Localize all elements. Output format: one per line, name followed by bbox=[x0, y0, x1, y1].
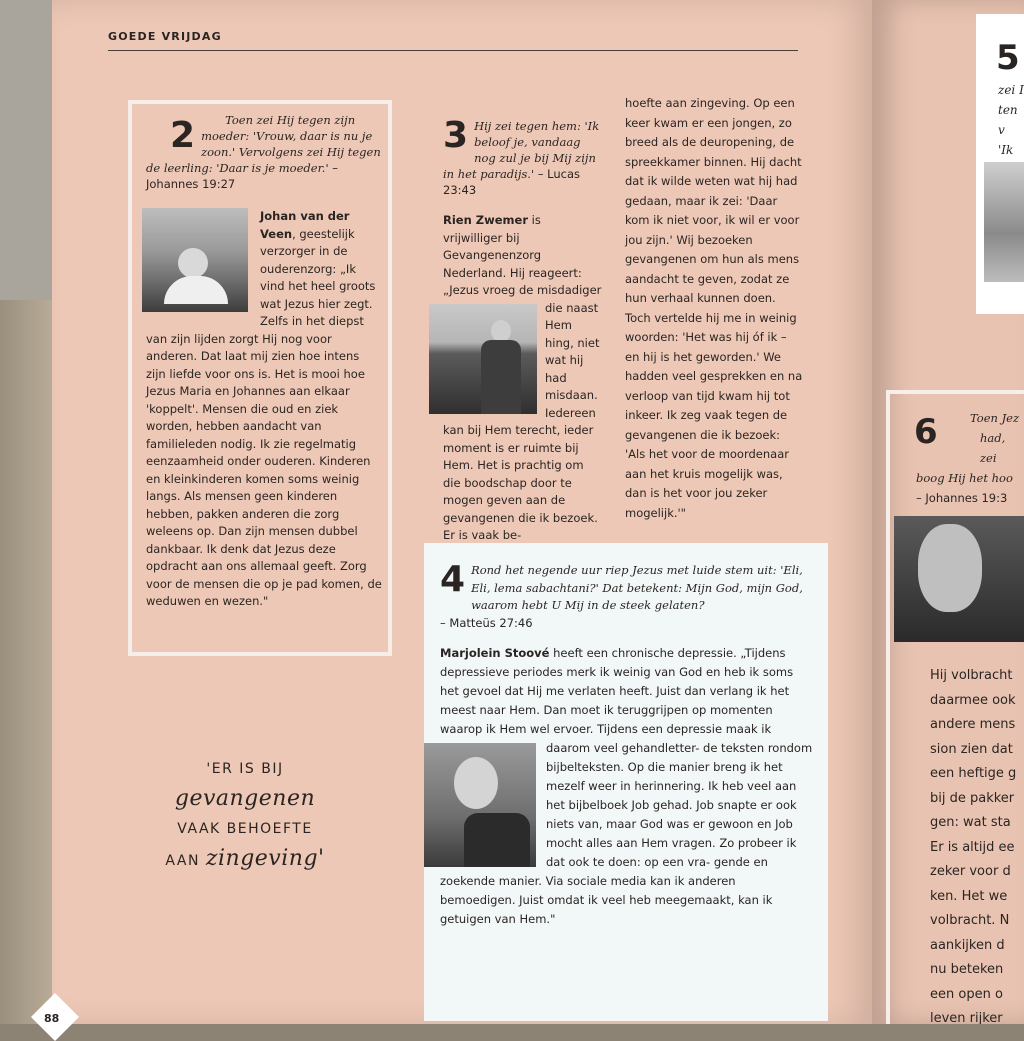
item-6-body-line: een heftige g bbox=[930, 766, 1017, 781]
johan-photo bbox=[142, 208, 248, 312]
item-2-number: 2 bbox=[170, 115, 196, 156]
section-header: GOEDE VRIJDAG bbox=[108, 30, 222, 43]
rien-photo bbox=[429, 304, 537, 414]
item-6-body-line: daarmee ook bbox=[930, 692, 1016, 708]
rien-photo-body bbox=[481, 340, 521, 414]
item-3-intro: is vrijwilliger bij Gevangenenzorg Nederland. Hij reageert: „Jezus vroeg de misdadiger die bbox=[443, 213, 602, 315]
item-5-line-2: ten v bbox=[998, 103, 1018, 137]
marjolein-photo-body bbox=[464, 813, 530, 867]
item-2-quote bbox=[120, 112, 382, 192]
item-6-photo-face bbox=[918, 524, 982, 612]
item-6-line-4: – Johannes 19:3 bbox=[916, 491, 1008, 505]
item-6-line-1: Toen Jez bbox=[970, 411, 1020, 425]
pull-quote-line-3: VAAK BEHOEFTE bbox=[177, 821, 313, 837]
item-2-quote-text: Toen zei Hij tegen zijn moeder: 'Vrouw, daar is nu je zoon.' Vervolgens zei Hij tegen de leerling: 'Daar is je moeder.' bbox=[146, 113, 381, 175]
item-5-photo bbox=[984, 162, 1024, 282]
item-4-body-wrap: de teksten rondom bijbelteksten. Op die manier breng ik het mezelf weer in herinnering. Ik heb veel aan het bijbelboek Job gehad. Job snapte er ook niets van, maar God was er gewoon en Job mocht alles aan Hem vragen. Zo probeer ik dat ook te doen: op een vra- bbox=[546, 741, 813, 869]
item-5-number: 5 bbox=[996, 38, 1020, 78]
item-3-quote-text: Hij zei tegen hem: 'Ik beloof je, vandaag nog zul je bij Mij zijn in het paradijs.' bbox=[443, 119, 600, 181]
item-6-body-line: sion zien dat bbox=[930, 741, 1013, 757]
item-4-quote bbox=[440, 559, 814, 632]
item-6-body-line: bij de pakker bbox=[930, 790, 1015, 806]
item-3-reference: – Lucas 23:43 bbox=[443, 167, 581, 197]
item-5-line-3: 'Ik bbox=[998, 143, 1014, 157]
item-6-photo bbox=[894, 516, 1024, 642]
item-2 bbox=[146, 112, 382, 611]
item-2-body-wrap: „Ik vind het heel groots wat Jezus hier zegt. Zelfs bbox=[260, 261, 376, 328]
pull-quote-line-4-script: zingeving' bbox=[205, 846, 325, 871]
item-6-body-line: zeker voor d bbox=[930, 864, 1011, 879]
item-2-reference: – Johannes 19:27 bbox=[146, 161, 339, 191]
item-4 bbox=[440, 559, 814, 929]
pull-quote-line-1: 'ER IS BIJ bbox=[206, 761, 284, 777]
item-2-body: in het diepst van zijn lijden zorgt Hij nog voor anderen. Dat laat mij zien hoe intens zijn liefde voor ons is. Het is mooi hoe Jezus Maria en Johannes aan elkaar 'koppelt'. Mensen die oud en ziek worden, hebben aandacht van familieleden nodig. Ik zie regelmatig eenzaamheid onder ouderen. Kinderen en kleinkinderen komen soms weinig langs. Als mensen geen kinderen hebben, pakken anderen die zorg weleens op. Dan zijn mensen dubbel dankbaar. Ik denk dat Jezus deze opdracht aan ons allemaal geeft. Zorg voor de mensen die op je pad komen, de weduwen en wezen." bbox=[146, 314, 382, 608]
item-3-column-2: hoefte aan zingeving. Op een keer kwam er een jongen, zo breed als de deuropening, de spreekkamer binnen. Hij dacht dat ik wilde weten wat hij had gedaan, maar ik zei: 'Daar kom ik niet voor, ik wil er voor jou zijn.' Wij bezoeken gevangenen om hun als mens aandacht te geven, zodat ze hun verhaal kunnen doen. Toch vertelde hij me in weinig woorden: 'Het was hij óf ik – en hij is het geworden.' We hadden veel gesprekken en na verloop van tijd kwam hij tot inkeer. Ik zeg vaak tegen de gevangenen die ik bezoek: 'Als het voor de moordenaar aan het kruis mogelijk was, dan is het voor jou zeker mogelijk.'" bbox=[625, 96, 803, 520]
johan-photo-figure bbox=[178, 248, 208, 278]
item-4-reference: – Matteüs 27:46 bbox=[440, 615, 533, 630]
item-3-number: 3 bbox=[443, 115, 469, 156]
item-6-line-2: had, zei bbox=[980, 431, 1006, 465]
item-6-body bbox=[930, 664, 1016, 1024]
pull-quote-line-4 bbox=[150, 844, 340, 876]
marjolein-photo bbox=[424, 743, 536, 867]
item-3-quote bbox=[443, 115, 603, 198]
background-tray bbox=[0, 0, 52, 300]
item-6-body-line: aankijken d bbox=[930, 937, 1005, 953]
item-6-number: 6 bbox=[914, 412, 938, 452]
item-6-body-line: een open o bbox=[930, 986, 1003, 1002]
item-6-body-line: volbracht. N bbox=[930, 913, 1010, 928]
marjolein-photo-face bbox=[454, 757, 498, 809]
item-3-body-wrap: naast Hem hing, niet wat hij had misdaan. Iedereen bbox=[545, 300, 600, 420]
rien-photo-head bbox=[491, 320, 511, 342]
pull-quote bbox=[150, 754, 340, 876]
item-6-body-line: nu beteken bbox=[930, 962, 1004, 977]
item-2-person: Johan van der Veen bbox=[260, 209, 350, 241]
item-4-number: 4 bbox=[440, 559, 466, 600]
item-3-body: kan bij Hem terecht, ieder moment is er ruimte bij Hem. Het is prachtig om die boodschap door te mogen geven aan de gevangenen die ik bezoek. Er is vaak be- bbox=[443, 423, 598, 542]
item-4-intro: heeft een chronische depressie. „Tijdens depressieve periodes merk ik weinig van God en heb ik soms het gevoel dat Hij me verlaten heeft. Juist dan verlang ik het meest naar Hem. Dan moet ik teruggrijpen op momenten waarop ik Hem wel ervoer. Tijdens een depressie maak ik daarom veel gehandletter- bbox=[440, 646, 794, 755]
item-6-body-line: ken. Het we bbox=[930, 888, 1008, 904]
pull-quote-line-4-prefix: AAN bbox=[165, 853, 200, 869]
item-6-body-line: Er is altijd ee bbox=[930, 839, 1015, 855]
item-2-intro: , geestelijk verzorger in de ouderenzorg: bbox=[260, 226, 355, 276]
item-4-person: Marjolein Stoové bbox=[440, 646, 550, 660]
item-6-body-line: leven rijker bbox=[930, 1011, 1003, 1024]
item-6-quote bbox=[916, 408, 1024, 508]
item-4-quote-text: Rond het negende uur riep Jezus met luide stem uit: 'Eli, Eli, lema sabachtani?' Dat betekent: Mijn God, mijn God, waarom hebt U Mij in de steek gelaten? bbox=[471, 563, 803, 612]
item-3-text bbox=[443, 212, 603, 545]
header-rule bbox=[108, 50, 798, 51]
item-4-body: gende en zoekende manier. Via sociale media kan ik anderen bemoedigen. Juist omdat ik veel heb meegemaakt, kan ik getuigen van Hem." bbox=[440, 855, 773, 926]
page-number: 88 bbox=[44, 1012, 60, 1025]
item-6-line-3: boog Hij het hoo bbox=[916, 471, 1013, 485]
item-3-person: Rien Zwemer bbox=[443, 213, 529, 227]
item-5-line-1: zei I bbox=[998, 83, 1024, 97]
right-page-content bbox=[872, 0, 1024, 1024]
item-3 bbox=[443, 115, 603, 545]
item-6-body-line: andere mens bbox=[930, 717, 1016, 732]
johan-photo-shoulders bbox=[164, 276, 228, 304]
item-6-body-line: gen: wat sta bbox=[930, 815, 1011, 830]
pull-quote-line-2: gevangenen bbox=[174, 786, 316, 811]
item-4-text bbox=[440, 644, 814, 929]
item-6-body-line: Hij volbracht bbox=[930, 668, 1013, 683]
